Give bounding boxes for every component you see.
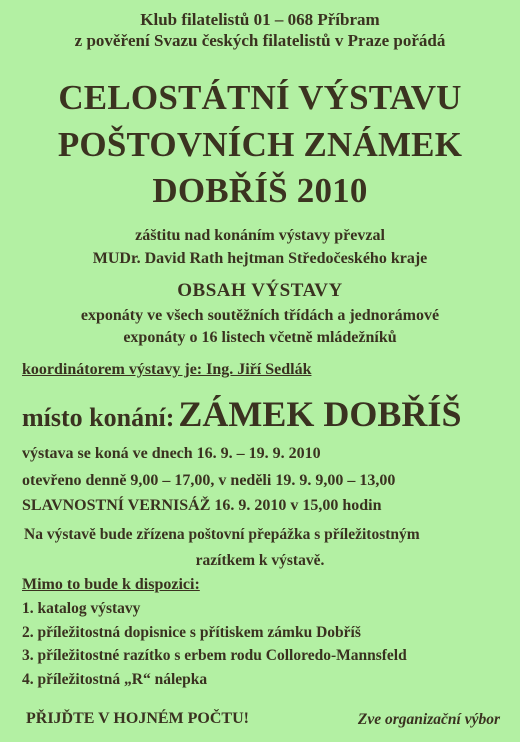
signature-line: Zve organizační výbor: [357, 711, 500, 728]
list-item: 4. příležitostná „R“ nálepka: [22, 671, 208, 688]
mandate-line: z pověření Svazu českých filatelistů v Praze pořádá: [74, 31, 446, 50]
venue-label: místo konání:: [22, 403, 175, 432]
title-line-3: DOBŘÍŠ 2010: [152, 171, 368, 210]
extras-heading: Mimo to bude k dispozici:: [22, 576, 200, 593]
list-item: 1. katalog výstavy: [22, 600, 141, 617]
venue-value: ZÁMEK DOBŘÍŠ: [178, 394, 462, 434]
post-office-line-2: razítkem k výstavě.: [195, 552, 325, 569]
coordinator-line: koordinátorem výstavy je: Ing. Jiří Sedlák: [22, 361, 312, 378]
invitation-line: PŘIJĎTE V HOJNÉM POČTU!: [26, 710, 249, 727]
patronage-line-1: záštitu nad konáním výstavy převzal: [135, 227, 385, 244]
exhibition-dates: výstava se koná ve dnech 16. 9. – 19. 9. 2010: [22, 445, 321, 462]
venue-line: [22, 393, 461, 439]
content-line-1: exponáty ve všech soutěžních třídách a jednorámové: [80, 307, 440, 324]
post-office-line-1: Na výstavě bude zřízena poštovní přepážka s příležitostným: [24, 526, 420, 543]
opening-hours: otevřeno denně 9,00 – 17,00, v neděli 19. 9. 9,00 – 13,00: [22, 472, 396, 489]
content-heading: OBSAH VÝSTAVY: [177, 280, 343, 301]
vernissage-line: SLAVNOSTNÍ VERNISÁŽ 16. 9. 2010 v 15,00 hodin: [22, 497, 382, 514]
patronage-line-2: MUDr. David Rath hejtman Středočeského kraje: [92, 250, 428, 267]
list-item: 3. příležitostné razítko s erbem rodu Colloredo-Mannsfeld: [22, 647, 407, 664]
list-item: 2. příležitostná dopisnice s přítiskem zámku Dobříš: [22, 624, 361, 641]
title-line-2: POŠTOVNÍCH ZNÁMEK: [57, 125, 463, 164]
title-line-1: CELOSTÁTNÍ VÝSTAVU: [58, 78, 462, 117]
content-line-2: exponáty o 16 listech včetně mládežníků: [123, 329, 397, 346]
organizer-line: Klub filatelistů 01 – 068 Příbram: [140, 10, 380, 29]
